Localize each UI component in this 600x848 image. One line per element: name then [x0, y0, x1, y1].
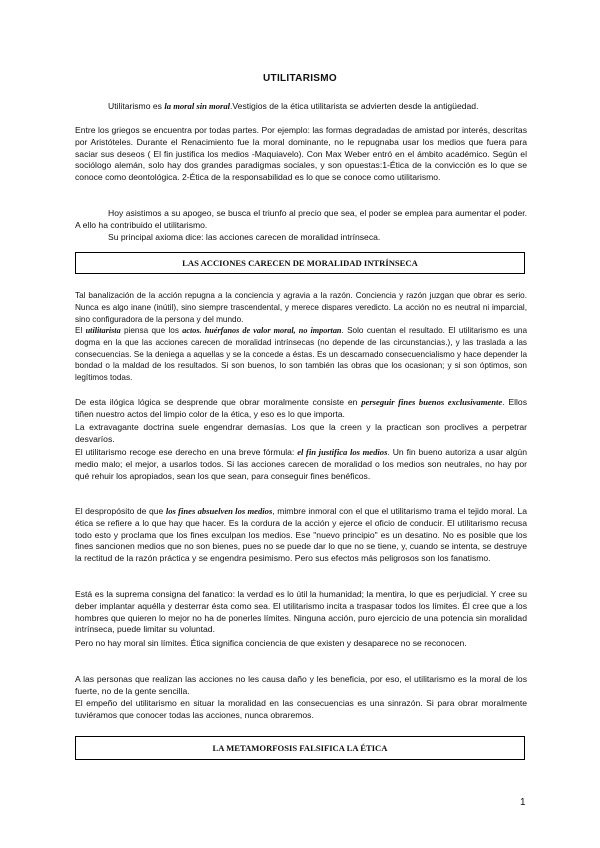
body-paragraph-10: El empeño del utilitarismo en situar la moralidad en las consecuencias es una sinrazón. Si para obrar moralmente tuviéramos que conocer todas las acciones, nunca obraremos. — [75, 698, 527, 720]
emphasis-text: actos. huérfanos de valor moral, no importan — [182, 326, 342, 335]
emphasis-text: perseguir fines buenos exclusivamente — [361, 397, 503, 407]
body-paragraph-6 — [75, 506, 527, 565]
text-run: De esta ilógica lógica se desprende que obrar moralmente consiste en — [75, 397, 362, 407]
body-paragraph-3 — [75, 397, 527, 421]
section-heading-box-2: LA METAMORFOSIS FALSIFICA LA ÉTICA — [75, 736, 525, 760]
section-heading-box: LAS ACCIONES CARECEN DE MORALIDAD INTRÍNSECA — [75, 252, 525, 274]
body-paragraph-8: Pero no hay moral sin límites. Ética significa conciencia de que existen y desaparece no se reconocen. — [75, 638, 467, 648]
intro-paragraph-3: Hoy asistimos a su apogeo, se busca el triunfo al precio que sea, el poder se emplea para aumentar el poder. A ello ha contribuido el utilitarismo. — [75, 208, 527, 230]
text-run: piensa que los — [120, 326, 183, 335]
emphasis-text: el fin justifica los medios — [297, 447, 388, 457]
text-run: . Ellos tiñen nuestro actos del limpio color de la ética, y eso es lo que importa. — [75, 397, 528, 419]
text-run: El utilitarismo recoge ese derecho en una breve fórmula: — [75, 447, 298, 457]
page-number: 1 — [520, 797, 526, 808]
text-run: El despropósito de que — [75, 506, 166, 516]
text-run: El — [75, 326, 86, 335]
intro-paragraph-1 — [75, 101, 527, 113]
intro-paragraph-4: Su principal axioma dice: las acciones carecen de moralidad intrínseca. — [108, 232, 381, 242]
text-run: . Solo cuentan el resultado. El utilitarismo es una dogma en la que las acciones carecen de moralidad intrínsecas (no depende de las circunstancias.), y las traslada a las consecuencias. Se la deniega a aquellas y se la concede a éstas. Es un descarnado consecuencialismo y hace depender la bondad o la maldad de los resultados. Si son buenos, lo son también las obras que los ocasionan; y si son óptimos, son legítimos todas. — [75, 326, 527, 383]
text-run: .Vestigios de la ética utilitarista se advierten desde la antigüedad. — [230, 101, 479, 111]
emphasis-text: la moral sin moral — [164, 101, 231, 111]
body-paragraph-9: A las personas que realizan las acciones no les causa daño y les beneficia, por eso, el utilitarismo es la moral de los fuerte, no de la gente sencilla. — [75, 674, 527, 696]
body-paragraph-7: Está es la suprema consigna del fanatico: la verdad es lo útil la humanidad; la mentira, lo que es perjudicial. Y cree su deber implantar aquélla y desterrar ésta como sea. El utilitarismo incita a traspasar todos los límites. Él cree que a los hombres que quieren lo mejor no ha de ponerles límites. Ninguna acción, puro ejercicio de una potencia sin moralidad intrínseca, puede limitar su voluntad. — [75, 589, 527, 635]
text-run: Utilitarismo es — [108, 101, 165, 111]
body-paragraph-5 — [75, 447, 527, 482]
text-run: . Un fin bueno autoriza a usar algún medio malo; el mejor, a usarlos todos. Si las acciones carecen de moralidad o los medios son neutrales, no hay por qué rehuir los apropiados, sean los que sean, para conseguir fines benéficos. — [75, 447, 527, 481]
body-paragraph-1: Tal banalización de la acción repugna a la conciencia y agravia a la razón. Conciencia y razón juzgan que obrar es serio. Nunca es algo inane (inútil), sino siempre trascendental, y merece dispares veredicto. La acción no es neutral ni imparcial, sino configuradora de la persona y del mundo. — [75, 291, 527, 324]
text-run: , mimbre inmoral con el que el utilitarismo trama el tejido moral. La ética se refiere a lo que hay que hacer. Es la cordura de la acción y ejerce el oficio de conducir. El utilitarismo recusa todo esto y proclama que los fines exculpan los medios. Ese "nuevo principio" es un desatino. No es posible que los fines sancionen medios que no son bienes, pues no se puede dar lo que no se tiene, y, cuando se intenta, se destruye la rectitud de la razón práctica y se engendra pesimismo. Pero sus efectos más peligrosos son los fanatismo. — [75, 506, 527, 564]
intro-paragraph-2: Entre los griegos se encuentra por todas partes. Por ejemplo: las formas degradadas de amistad por interés, descritas por Aristóteles. Durante el Renacimiento fue la moral dominante, no le repugnaba usar los medios que fuera para saciar sus deseos ( El fin justifica los medios -Maquiavelo). Con Max Weber entró en el ámbito académico. Según el sociólogo alemán, solo hay dos grandes paradigmas sociales, y son opuestas:1-Ética de la convicción es lo que se conoce como deontológica. 2-Ética de la responsabilidad es lo que se conoce como utilitarismo. — [75, 125, 527, 183]
page-title: UTILITARISMO — [263, 73, 337, 84]
emphasis-text: utilitarista — [85, 326, 121, 335]
body-paragraph-4: La extravagante doctrina suele engendrar demasías. Los que la creen y la practican son proclives a perpetrar desvaríos. — [75, 422, 527, 444]
emphasis-text: los fines absuelven los medios — [165, 506, 273, 516]
body-paragraph-2 — [75, 325, 527, 384]
